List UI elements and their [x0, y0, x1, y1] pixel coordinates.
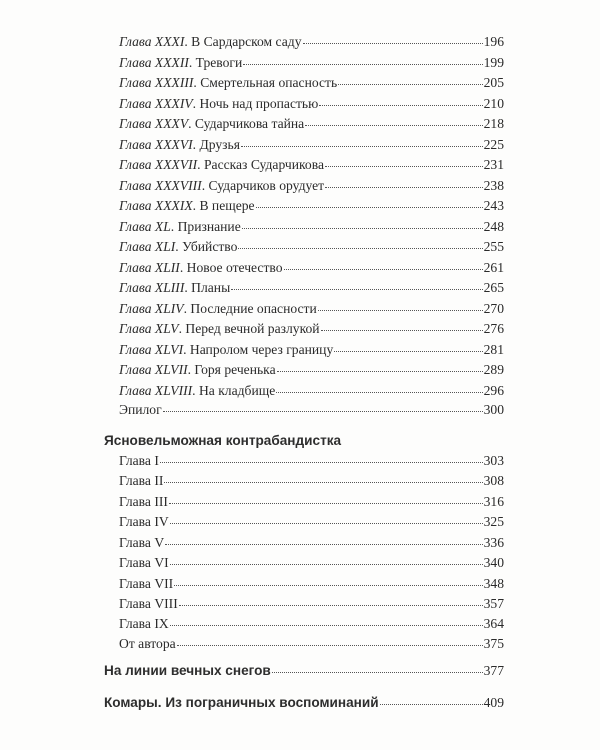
toc-entry[interactable]: Глава XLVIII. На кладбище 296	[119, 383, 504, 398]
chapter-title: Признание	[177, 219, 241, 234]
toc-entry[interactable]: Глава XXXIX. В пещере 243	[119, 198, 504, 213]
toc-entry[interactable]: Глава XLII. Новое отечество 261	[119, 260, 504, 275]
page-number: 409	[483, 695, 504, 710]
chapter-number: Глава XXXIII	[119, 75, 194, 90]
page-number: 261	[483, 260, 504, 275]
entry-title: От автора	[119, 636, 176, 651]
page-number: 210	[483, 96, 504, 111]
page-number: 325	[483, 514, 504, 529]
dot-leader	[241, 143, 483, 147]
chapter-number: Глава XL	[119, 219, 171, 234]
entry-title: Глава VI	[119, 555, 169, 570]
chapter-number: Глава XLI	[119, 239, 176, 254]
page-number: 225	[483, 137, 504, 152]
toc-entry[interactable]	[119, 534, 504, 551]
dot-leader	[380, 701, 483, 705]
page-number: 364	[483, 616, 504, 631]
page-number: 296	[483, 383, 504, 398]
dot-leader	[243, 61, 482, 65]
dot-leader	[165, 541, 482, 545]
page-number: 248	[483, 219, 504, 234]
entry-title: Глава III	[119, 494, 168, 509]
dot-leader	[169, 500, 483, 504]
entry-title: Глава VII	[119, 576, 174, 591]
page-number: 289	[483, 362, 504, 377]
chapter-number: Глава XXXVI	[119, 137, 193, 152]
dot-leader	[321, 327, 483, 331]
dot-leader	[272, 669, 483, 673]
chapter-number: Глава XLVIII	[119, 383, 193, 398]
entry-title: Глава IV	[119, 514, 169, 529]
chapter-number: Глава XLVI	[119, 342, 184, 357]
chapter-title: Убийство	[182, 239, 238, 254]
chapter-title: Сударчиков орудует	[208, 178, 325, 193]
page-number: 255	[483, 239, 504, 254]
dot-leader	[242, 225, 483, 229]
chapter-number: Глава XXXIX	[119, 198, 193, 213]
chapter-title: Ночь над пропастью	[199, 96, 319, 111]
toc-entry[interactable]: Глава XXXV. Сударчикова тайна 218	[119, 116, 504, 131]
chapter-title: Горя реченька	[194, 362, 276, 377]
page-number: 276	[483, 321, 504, 336]
page-number: 196	[483, 34, 504, 49]
toc-entry[interactable]: Глава XL. Признание 248	[119, 219, 504, 234]
chapter-number: Глава XXXVIII	[119, 178, 202, 193]
page-number: 336	[483, 535, 504, 550]
dot-leader	[170, 622, 483, 626]
section-title: На линии вечных снегов	[104, 663, 271, 678]
page-number: 270	[483, 301, 504, 316]
entry-title: Эпилог	[119, 402, 162, 417]
chapter-title: В пещере	[199, 198, 255, 213]
page-number: 375	[483, 636, 504, 651]
dot-leader	[179, 602, 483, 606]
entry-title: Глава II	[119, 473, 164, 488]
dot-leader	[318, 307, 483, 311]
chapter-title: Последние опасности	[190, 301, 317, 316]
page-number: 199	[483, 55, 504, 70]
chapter-title: Тревоги	[195, 55, 243, 70]
page-number: 303	[483, 453, 504, 468]
toc-entry[interactable]	[119, 575, 504, 592]
page-number: 238	[483, 178, 504, 193]
dot-leader	[325, 163, 483, 167]
dot-leader	[276, 389, 482, 393]
chapter-title: На кладбище	[198, 383, 276, 398]
dot-leader	[163, 408, 483, 412]
toc-entry-main[interactable]	[104, 694, 504, 711]
page-number: 265	[483, 280, 504, 295]
chapter-number: Глава XLIV	[119, 301, 184, 316]
section-heading: Ясновельможная контрабандистка	[104, 433, 342, 448]
dot-leader	[334, 348, 482, 352]
page-number: 218	[483, 116, 504, 131]
chapter-title: Напролом через границу	[189, 342, 334, 357]
section-title: Комары. Из пограничных воспоминаний	[104, 695, 379, 710]
chapter-number: Глава XXXIV	[119, 96, 193, 111]
toc-entry[interactable]: Глава XXXVIII. Сударчиков орудует 238	[119, 178, 504, 193]
chapter-title: Сударчикова тайна	[194, 116, 305, 131]
dot-leader	[177, 642, 483, 646]
page-number: 377	[483, 663, 504, 678]
chapter-number: Глава XXXI	[119, 34, 185, 49]
dot-leader	[319, 102, 482, 106]
page-number: 357	[483, 596, 504, 611]
toc-entry[interactable]	[119, 493, 504, 510]
chapter-number: Глава XLIII	[119, 280, 185, 295]
dot-leader	[338, 81, 482, 85]
toc-entry[interactable]: Глава XLI. Убийство 255	[119, 239, 504, 254]
chapter-title: Перед вечной разлукой	[185, 321, 320, 336]
entry-title: Глава IX	[119, 616, 169, 631]
toc-entry[interactable]: Глава XXXVI. Друзья 225	[119, 137, 504, 152]
page-number: 300	[483, 402, 504, 417]
toc-entry-main[interactable]	[104, 662, 504, 679]
dot-leader	[164, 479, 482, 483]
chapter-number: Глава XLVII	[119, 362, 188, 377]
chapter-title: Смертельная опасность	[200, 75, 338, 90]
page-number: 340	[483, 555, 504, 570]
toc-entry[interactable]	[119, 513, 504, 530]
chapter-number: Глава XLII	[119, 260, 180, 275]
toc-entry[interactable]: Глава XLIV. Последние опасности 270	[119, 301, 504, 316]
dot-leader	[256, 204, 483, 208]
page-number: 308	[483, 473, 504, 488]
toc-entry[interactable]: Глава XLVII. Горя реченька 289	[119, 362, 504, 377]
toc-entry[interactable]	[119, 472, 504, 489]
page-number: 243	[483, 198, 504, 213]
toc-entry[interactable]: Глава XXXIII. Смертельная опасность 205	[119, 75, 504, 90]
chapter-number: Глава XLV	[119, 321, 179, 336]
page-number: 231	[483, 157, 504, 172]
dot-leader	[303, 40, 483, 44]
entry-title: Глава VIII	[119, 596, 178, 611]
toc-entry[interactable]: Глава XLV. Перед вечной разлукой 276	[119, 321, 504, 336]
dot-leader	[325, 184, 483, 188]
dot-leader	[170, 520, 483, 524]
toc-entry[interactable]	[119, 615, 504, 632]
chapter-title: Новое отечество	[186, 260, 283, 275]
page-number: 281	[483, 342, 504, 357]
chapter-number: Глава XXXV	[119, 116, 189, 131]
chapter-title: Рассказ Сударчикова	[203, 157, 325, 172]
dot-leader	[305, 122, 482, 126]
page-number: 348	[483, 576, 504, 591]
dot-leader	[284, 266, 483, 270]
dot-leader	[160, 459, 483, 463]
entry-title: Глава V	[119, 535, 165, 550]
toc-entry-afterword[interactable]	[119, 635, 504, 652]
toc-entry[interactable]	[119, 452, 504, 469]
toc-entry[interactable]: Глава XXXVII. Рассказ Сударчикова 231	[119, 157, 504, 172]
toc-entry-epilogue[interactable]	[119, 401, 504, 418]
toc-entry[interactable]: Глава XXXIV. Ночь над пропастью 210	[119, 96, 504, 111]
toc-entry[interactable]	[119, 554, 504, 571]
toc-entry[interactable]: Глава XXXI. В Сардарском саду 196	[119, 34, 504, 49]
chapter-title: Друзья	[199, 137, 240, 152]
dot-leader	[238, 245, 482, 249]
entry-title: Глава I	[119, 453, 159, 468]
dot-leader	[231, 286, 482, 290]
toc-entry[interactable]	[119, 595, 504, 612]
chapter-title: Планы	[191, 280, 231, 295]
chapter-title: В Сардарском саду	[191, 34, 302, 49]
dot-leader	[170, 561, 483, 565]
page-number: 316	[483, 494, 504, 509]
toc-entry[interactable]: Глава XLIII. Планы 265	[119, 280, 504, 295]
dot-leader	[174, 582, 482, 586]
dot-leader	[277, 368, 483, 372]
page-number: 205	[483, 75, 504, 90]
toc-entry[interactable]: Глава XXXII. Тревоги 199	[119, 55, 504, 70]
chapter-number: Глава XXXVII	[119, 157, 198, 172]
toc-entry[interactable]: Глава XLVI. Напролом через границу 281	[119, 342, 504, 357]
chapter-number: Глава XXXII	[119, 55, 189, 70]
